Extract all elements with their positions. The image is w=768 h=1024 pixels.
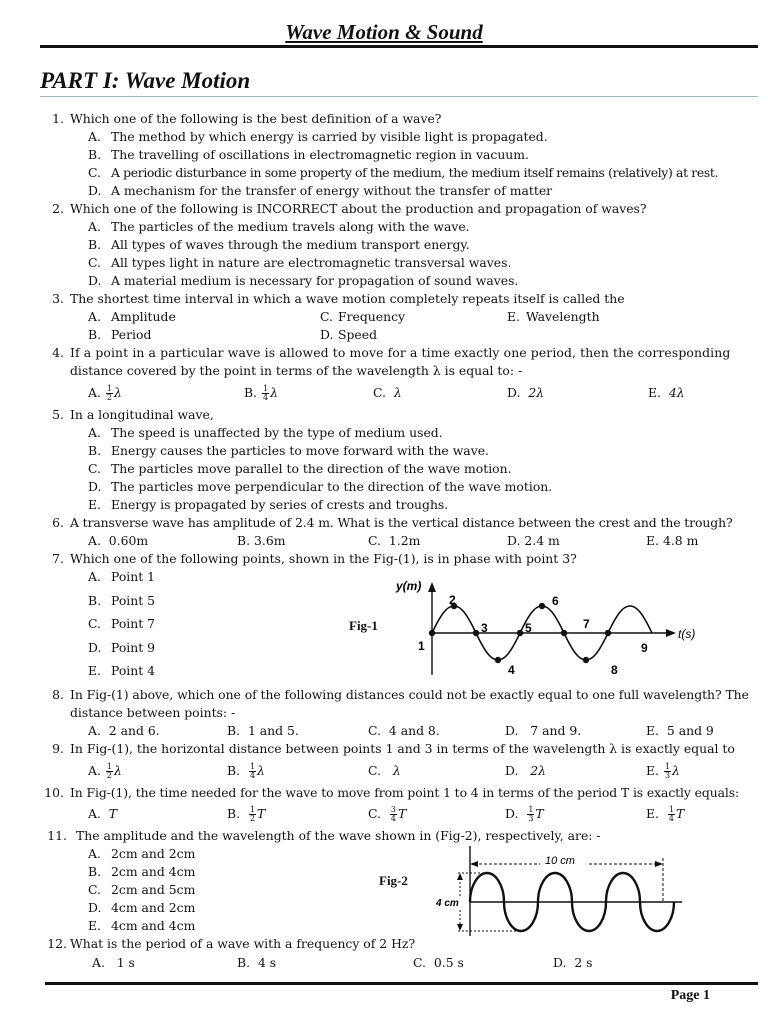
q3-number: 3.	[52, 291, 64, 306]
q2-opt-a-label: A.	[88, 219, 101, 234]
part-underline	[40, 96, 758, 97]
q4-opt-e: E. 4λ	[648, 385, 685, 400]
q9-text: In Fig-(1), the horizontal distance between points 1 and 3 in terms of the wavelength λ is exactly equal to	[70, 741, 735, 756]
q6-opt-e: E. 4.8 m	[646, 533, 699, 548]
q8-text-line1: In Fig-(1) above, which one of the following distances could not be exactly equal to one full wavelength? The	[70, 687, 749, 702]
q5-opt-a: The speed is unaffected by the type of medium used.	[111, 425, 443, 440]
q1-opt-a-label: A.	[88, 129, 101, 144]
q11-opt-d-label: D.	[88, 900, 102, 915]
q3-opt-d: Speed	[338, 327, 378, 342]
q2-opt-c-label: C.	[88, 255, 101, 270]
q1-opt-c-label: C.	[88, 165, 101, 180]
q10-opt-e: E. $\frac{1}{4}$ T	[646, 805, 685, 823]
part-title: PART I: Wave Motion	[40, 68, 251, 93]
q9-number: 9.	[52, 741, 64, 756]
q8-opt-c: C. 4 and 8.	[368, 723, 440, 738]
footer-rule	[45, 982, 758, 985]
q9-opt-a: A. $\frac{1}{2}$ λ	[88, 762, 122, 780]
fig2-label: Fig-2	[379, 873, 408, 888]
fig1-point-label: 5	[525, 621, 532, 635]
q2-opt-d-label: D.	[88, 273, 102, 288]
fig1-point-dot	[473, 630, 479, 636]
q1-text: Which one of the following is the best definition of a wave?	[70, 111, 442, 126]
q10-number: 10.	[44, 785, 64, 800]
q5-opt-c: The particles move parallel to the direction of the wave motion.	[111, 461, 512, 476]
fig1-diagram	[380, 570, 710, 685]
q3-opt-a-label: A.	[88, 309, 101, 324]
q10-opt-b: B. $\frac{1}{2}$ T	[227, 805, 266, 823]
q11-number: 11.	[47, 828, 67, 843]
fig2-width-arrow-left-icon	[470, 861, 478, 867]
q7-opt-b: Point 5	[111, 593, 156, 608]
fig1-point-dot	[561, 630, 567, 636]
q5-opt-e-label: E.	[88, 497, 101, 512]
q4-text-line1: If a point in a particular wave is allowed to move for a time exactly one period, then the corresponding	[70, 345, 731, 360]
q5-opt-d: The particles move perpendicular to the direction of the wave motion.	[111, 479, 553, 494]
q2-opt-b: All types of waves through the medium transport energy.	[111, 237, 470, 252]
q5-text: In a longitudinal wave,	[70, 407, 214, 422]
q2-opt-b-label: B.	[88, 237, 102, 252]
q8-opt-a: A. 2 and 6.	[88, 723, 160, 738]
q6-opt-b: B. 3.6m	[237, 533, 286, 548]
q10-opt-a: A. T	[88, 806, 118, 821]
q10-text: In Fig-(1), the time needed for the wave to move from point 1 to 4 in terms of the period T is exactly equals:	[70, 785, 740, 800]
q10-opt-c: C. $\frac{3}{4}$ T	[368, 805, 407, 823]
q8-opt-e: E. 5 and 9	[646, 723, 714, 738]
q11-opt-b: 2cm and 4cm	[111, 864, 196, 879]
q3-text: The shortest time interval in which a wave motion completely repeats itself is called the	[70, 291, 625, 306]
q2-opt-a: The particles of the medium travels along with the wave.	[111, 219, 470, 234]
fig1-point-dot	[583, 657, 589, 663]
q3-opt-c: Frequency	[338, 309, 406, 324]
q3-opt-d-label: D.	[320, 327, 334, 342]
q12-opt-a: A. 1 s	[92, 955, 135, 970]
q5-number: 5.	[52, 407, 64, 422]
q8-text-line2: distance between points: -	[70, 705, 236, 720]
fig2-height-label: 4 cm	[436, 898, 459, 909]
fig1-point-dot	[605, 630, 611, 636]
q12-number: 12.	[47, 936, 67, 951]
fig1-point-label: 1	[418, 639, 425, 653]
fig1-point-label: 4	[508, 663, 515, 677]
q5-opt-e: Energy is propagated by series of crests and troughs.	[111, 497, 449, 512]
fig2-height-arrow-up-icon	[457, 873, 463, 880]
q7-opt-e: Point 4	[111, 663, 156, 678]
q9-opt-c: C. λ	[368, 763, 401, 778]
q7-opt-c-label: C.	[88, 616, 101, 631]
q11-opt-e-label: E.	[88, 918, 101, 933]
q7-opt-d-label: D.	[88, 640, 102, 655]
q11-opt-b-label: B.	[88, 864, 102, 879]
q9-opt-e: E. $\frac{1}{3}$ λ	[646, 762, 680, 780]
page-number: Page 1	[670, 988, 710, 1003]
q3-opt-b-label: B.	[88, 327, 102, 342]
q11-opt-a: 2cm and 2cm	[111, 846, 196, 861]
q10-opt-d: D. $\frac{1}{3}$ T	[505, 805, 544, 823]
q3-opt-e-label: E.	[507, 309, 520, 324]
q8-opt-b: B. 1 and 5.	[227, 723, 299, 738]
q11-opt-c: 2cm and 5cm	[111, 882, 196, 897]
q2-text: Which one of the following is INCORRECT about the production and propagation of waves?	[70, 201, 647, 216]
fig1-point-dot	[495, 657, 501, 663]
q1-opt-b-label: B.	[88, 147, 102, 162]
q4-text-line2: distance covered by the point in terms of the wavelength λ is equal to: -	[70, 363, 523, 378]
q7-opt-e-label: E.	[88, 663, 101, 678]
q12-text: What is the period of a wave with a frequency of 2 Hz?	[70, 936, 416, 951]
q1-opt-d-label: D.	[88, 183, 102, 198]
q5-opt-d-label: D.	[88, 479, 102, 494]
fig1-point-label: 7	[583, 617, 590, 631]
q4-opt-c: C. λ	[373, 385, 402, 400]
fig1-point-label: 8	[611, 663, 618, 677]
q4-opt-a: A. $\frac{1}{2}$ λ	[88, 384, 122, 402]
q1-opt-a: The method by which energy is carried by visible light is propagated.	[111, 129, 548, 144]
fig1-point-dot	[539, 603, 545, 609]
q5-opt-c-label: C.	[88, 461, 101, 476]
q11-opt-a-label: A.	[88, 846, 101, 861]
q11-opt-e: 4cm and 4cm	[111, 918, 196, 933]
q11-text: The amplitude and the wavelength of the wave shown in (Fig-2), respectively, are: -	[76, 828, 601, 843]
fig1-point-label: 6	[552, 594, 559, 608]
fig2-width-label: 10 cm	[545, 855, 575, 867]
q7-opt-c: Point 7	[111, 616, 156, 631]
fig1-label: Fig-1	[349, 618, 378, 633]
q1-opt-d: A mechanism for the transfer of energy without the transfer of matter	[111, 183, 553, 198]
fig1-point-dot	[429, 630, 435, 636]
q6-text: A transverse wave has amplitude of 2.4 m. What is the vertical distance between the crest and the trough?	[70, 515, 733, 530]
header-rule	[40, 45, 758, 48]
page-header: Wave Motion & Sound	[285, 20, 483, 44]
fig1-x-label: t(s)	[678, 627, 696, 641]
q11-opt-d: 4cm and 2cm	[111, 900, 196, 915]
q7-text: Which one of the following points, shown in the Fig-(1), is in phase with point 3?	[70, 551, 577, 566]
q7-opt-b-label: B.	[88, 593, 102, 608]
q3-opt-a: Amplitude	[111, 309, 176, 324]
q6-opt-d: D. 2.4 m	[507, 533, 560, 548]
q1-number: 1.	[52, 111, 64, 126]
fig2-height-arrow-down-icon	[457, 924, 463, 931]
fig2-width-arrow-right-icon	[655, 861, 663, 867]
q11-opt-c-label: C.	[88, 882, 101, 897]
q12-opt-b: B. 4 s	[237, 955, 277, 970]
q5-opt-a-label: A.	[88, 425, 101, 440]
fig1-x-arrow-icon	[666, 629, 676, 637]
q4-number: 4.	[52, 345, 64, 360]
fig1-point-label: 3	[481, 621, 488, 635]
q1-opt-c: A periodic disturbance in some property of the medium, the medium itself remains (relatively) at rest.	[111, 165, 719, 180]
q2-opt-d: A material medium is necessary for propagation of sound waves.	[111, 273, 519, 288]
q6-opt-a: A. 0.60m	[88, 533, 149, 548]
q5-opt-b-label: B.	[88, 443, 102, 458]
q9-opt-b: B. $\frac{1}{4}$ λ	[227, 762, 265, 780]
q5-opt-b: Energy causes the particles to move forward with the wave.	[111, 443, 489, 458]
q4-opt-d: D. 2λ	[507, 385, 545, 400]
q7-opt-a: Point 1	[111, 569, 156, 584]
fig1-point-dot	[517, 630, 523, 636]
q7-number: 7.	[52, 551, 64, 566]
q7-opt-d: Point 9	[111, 640, 156, 655]
fig1-y-arrow-icon	[428, 582, 436, 592]
q6-number: 6.	[52, 515, 64, 530]
q4-opt-b: B. $\frac{1}{4}$ λ	[244, 384, 278, 402]
q12-opt-d: D. 2 s	[553, 955, 593, 970]
q3-opt-e: Wavelength	[526, 309, 600, 324]
q1-opt-b: The travelling of oscillations in electromagnetic region in vacuum.	[111, 147, 529, 162]
q9-opt-d: D. 2λ	[505, 763, 547, 778]
q8-number: 8.	[52, 687, 64, 702]
fig1-point-label: 9	[641, 641, 648, 655]
fig1-y-label: y(m)	[396, 579, 422, 593]
q8-opt-d: D. 7 and 9.	[505, 723, 582, 738]
fig2-diagram	[430, 844, 690, 939]
fig1-point-label: 2	[449, 593, 456, 607]
q7-opt-a-label: A.	[88, 569, 101, 584]
q12-opt-c: C. 0.5 s	[413, 955, 464, 970]
q6-opt-c: C. 1.2m	[368, 533, 421, 548]
q2-opt-c: All types light in nature are electromagnetic transversal waves.	[111, 255, 512, 270]
q3-opt-c-label: C.	[320, 309, 333, 324]
q3-opt-b: Period	[111, 327, 152, 342]
q2-number: 2.	[52, 201, 64, 216]
